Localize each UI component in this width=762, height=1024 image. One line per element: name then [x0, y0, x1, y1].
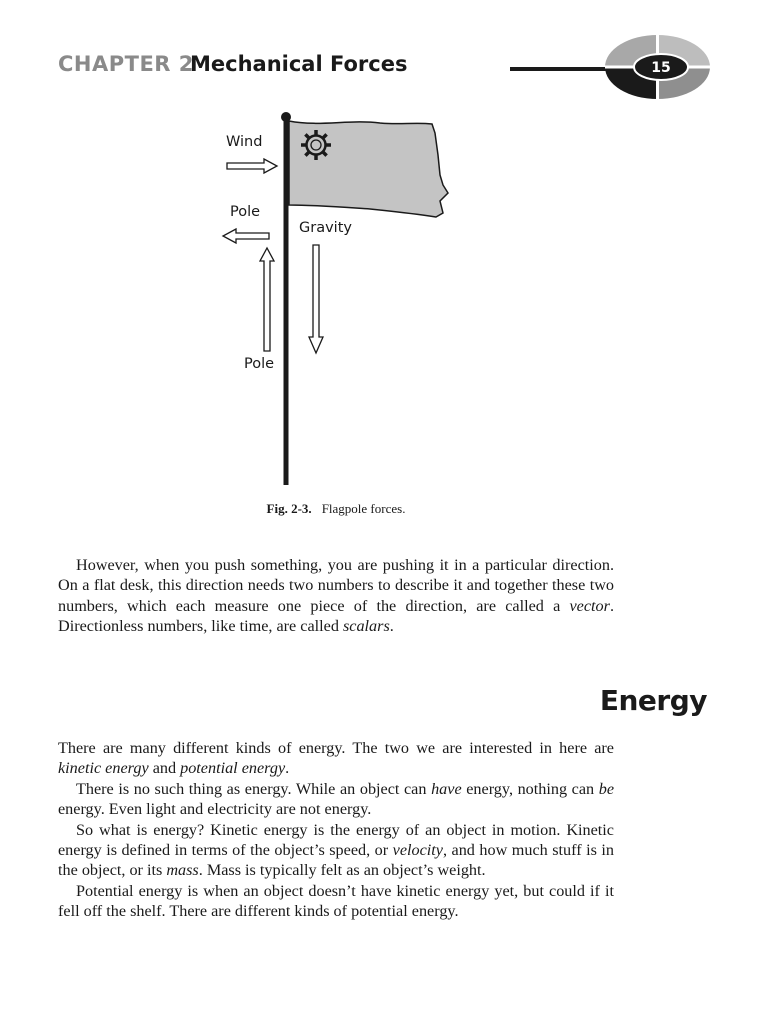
energy-paragraph-2	[58, 779, 614, 820]
text-run: There is no such thing as energy. While an object can	[76, 779, 432, 798]
text-run: . Mass is typically felt as an object’s weight.	[198, 861, 486, 880]
caption-text: Flagpole forces.	[321, 501, 406, 516]
text-run: Potential energy is when an object doesn’t have kinetic energy yet, but could if it fell off the shelf. There are different kinds of potential energy.	[58, 881, 614, 921]
text-run: energy, nothing can	[461, 779, 599, 798]
pole-upper-label: Pole	[230, 204, 261, 220]
wind-arrow	[227, 159, 277, 173]
chapter-title: Mechanical Forces	[190, 52, 408, 76]
gear-icon	[301, 130, 331, 160]
term-kinetic-energy: kinetic energy	[58, 759, 149, 778]
energy-paragraph-3	[58, 820, 614, 881]
gravity-label: Gravity	[299, 220, 352, 236]
section-heading-energy: Energy	[599, 684, 707, 717]
text-run: and	[148, 759, 181, 778]
flagpole-figure	[200, 105, 470, 500]
gravity-arrow	[309, 245, 323, 353]
text-run: However, when you push something, you are pushing it in a particular direction. On a flat desk, this direction needs two numbers to describe it and together these two numbers, which each measure one piece of the direction, are called a	[58, 556, 614, 615]
energy-section-text	[58, 738, 614, 922]
text-run: energy. Even light and electricity are not energy.	[58, 800, 372, 819]
text-run: . Directionless numbers, like time, are called	[58, 596, 614, 636]
figure-caption	[0, 501, 672, 517]
term-vector: vector	[569, 596, 610, 615]
term-mass: mass	[166, 861, 199, 880]
running-header	[0, 0, 762, 100]
flagpole-diagram	[200, 105, 470, 500]
paragraph-vectors	[58, 555, 614, 637]
energy-paragraph-1	[58, 738, 614, 779]
pole-lower-label: Pole	[244, 356, 275, 372]
emphasis-be: be	[598, 779, 614, 798]
wind-label: Wind	[226, 134, 263, 150]
emphasis-have: have	[431, 779, 462, 798]
text-run: , and how much stuff is in the object, or its	[58, 841, 614, 880]
term-potential-energy: potential energy	[180, 759, 286, 778]
term-velocity: velocity	[392, 841, 443, 860]
text-run: .	[285, 759, 290, 778]
pole-reaction-arrow	[223, 229, 269, 243]
chapter-label: CHAPTER 2	[58, 52, 194, 76]
pole-support-arrow	[260, 248, 274, 351]
term-scalars: scalars	[342, 617, 390, 636]
text-run: .	[389, 617, 394, 636]
energy-paragraph-4	[58, 881, 614, 922]
caption-number: Fig. 2-3.	[266, 501, 312, 516]
text-run: There are many different kinds of energy. The two we are interested in here are	[58, 739, 614, 757]
page-number: 15	[651, 60, 671, 76]
text-run: So what is energy? Kinetic energy is the energy of an object in motion. Kinetic energy is defined in terms of the object’s speed, or	[58, 820, 614, 860]
